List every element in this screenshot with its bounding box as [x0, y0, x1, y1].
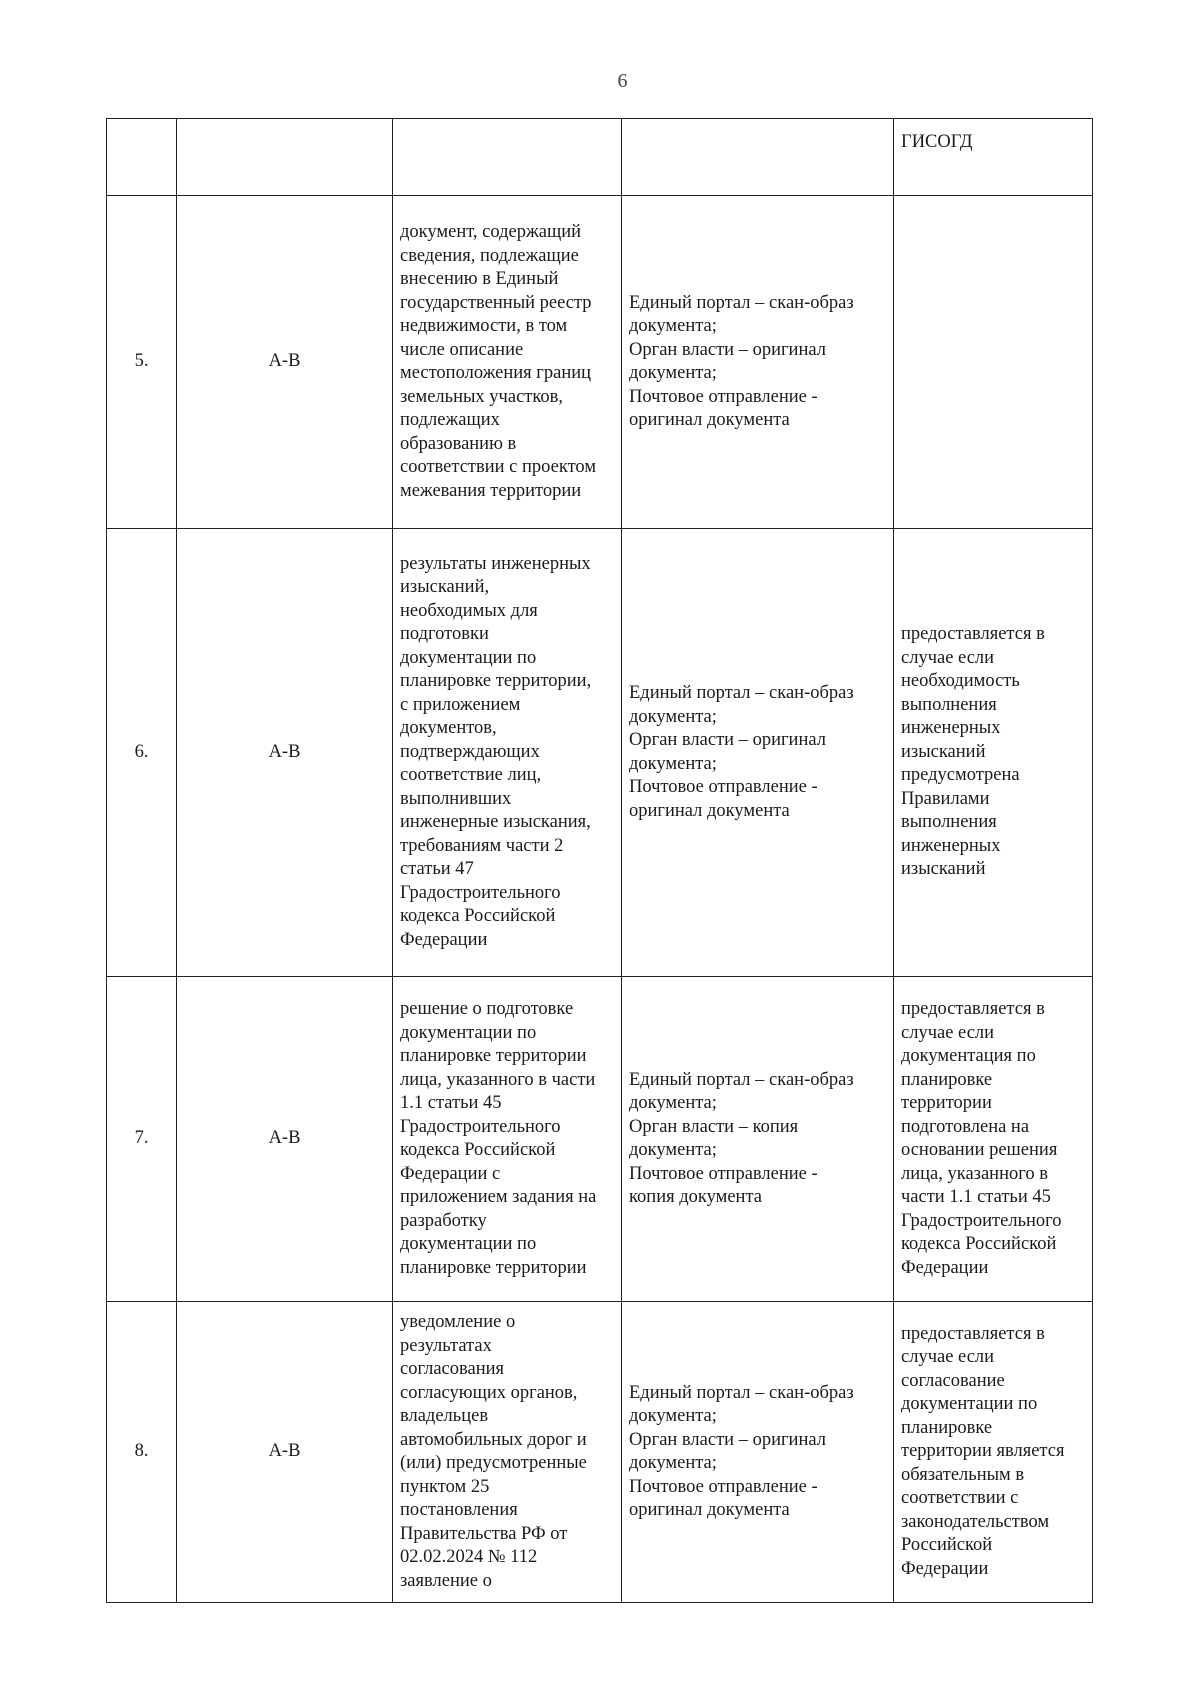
document-line: разработку — [400, 1210, 487, 1231]
document-cell — [393, 977, 622, 1302]
document-line: образованию в — [400, 433, 517, 454]
method-line: Почтовое отправление - — [629, 1163, 818, 1184]
document-line: согласования — [400, 1359, 505, 1379]
document-line: результаты инженерных — [400, 553, 591, 574]
note-line: кодекса Российской — [901, 1234, 1057, 1254]
note-line: Правилами — [901, 788, 990, 809]
note-line: основании решения — [901, 1140, 1058, 1160]
document-line: межевания территории — [400, 480, 582, 501]
header-cell-gisogd: ГИСОГД — [894, 119, 1093, 196]
header-cell-2 — [177, 119, 393, 196]
note-line: планировке — [901, 1069, 993, 1090]
document-line: Градостроительного — [400, 882, 561, 903]
document-line: государственный реестр — [400, 292, 592, 313]
row-code: А-В — [177, 977, 393, 1302]
submission-method-cell — [622, 196, 894, 529]
row-number: 8. — [107, 1302, 177, 1603]
note-line: планировке — [901, 1417, 993, 1438]
document-line: местоположения границ — [400, 363, 592, 383]
method-line: Почтовое отправление - — [629, 777, 818, 797]
note-line: выполнения — [901, 812, 997, 833]
table-header-row — [107, 119, 1093, 196]
method-line: Орган власти – оригинал — [629, 339, 826, 360]
method-line: оригинал документа — [629, 1500, 790, 1520]
document-line: документации по — [400, 1234, 537, 1254]
document-line: сведения, подлежащие — [400, 245, 579, 266]
note-line: лица, указанного в — [901, 1163, 1048, 1184]
document-line: Градостроительного — [400, 1116, 561, 1137]
table-row — [107, 977, 1093, 1302]
document-line: кодекса Российской — [400, 906, 556, 927]
header-cell-4 — [622, 119, 894, 196]
row-code: А-В — [177, 1302, 393, 1603]
document-line: постановления — [400, 1500, 518, 1520]
document-line: 02.02.2024 № 112 — [400, 1547, 538, 1567]
note-line: соответствии с — [901, 1488, 1019, 1509]
note-line: предусмотрена — [901, 765, 1020, 786]
method-line: документа; — [629, 316, 717, 336]
note-line: территории является — [901, 1441, 1065, 1462]
note-line: документация по — [901, 1046, 1036, 1066]
document-cell — [393, 529, 622, 977]
row-number: 6. — [107, 529, 177, 977]
note-line: изысканий — [901, 859, 986, 880]
document-line: владельцев — [400, 1406, 489, 1426]
document-line: автомобильных дорог и — [400, 1429, 587, 1450]
document-line: согласующих органов, — [400, 1382, 578, 1403]
note-line: случае если — [901, 1347, 995, 1368]
note-line: предоставляется в — [901, 1323, 1045, 1344]
table-row — [107, 196, 1093, 529]
note-line: Российской — [901, 1535, 993, 1556]
document-line: документ, содержащий — [400, 222, 581, 242]
note-line: изысканий — [901, 741, 986, 762]
note-line: инженерных — [901, 835, 1001, 856]
document-line: решение о подготовке — [400, 999, 574, 1019]
submission-method-cell — [622, 1302, 894, 1603]
method-line: документа; — [629, 753, 717, 774]
note-line: необходимость — [901, 671, 1020, 692]
document-line: пунктом 25 — [400, 1476, 490, 1497]
document-line: подтверждающих — [400, 741, 540, 762]
document-line: подготовки — [400, 624, 489, 645]
note-line: подготовлена на — [901, 1116, 1030, 1137]
document-line: кодекса Российской — [400, 1140, 556, 1160]
document-line: уведомление о — [400, 1312, 516, 1332]
document-line: соответствии с проектом — [400, 457, 597, 477]
note-cell — [894, 196, 1093, 529]
method-line: документа; — [629, 363, 717, 383]
method-line: документа; — [629, 1140, 717, 1160]
note-line: случае если — [901, 1022, 995, 1043]
note-line: инженерных — [901, 718, 1001, 739]
document-line: подлежащих — [400, 410, 500, 430]
document-line: Федерации — [400, 929, 488, 950]
document-line: выполнивших — [400, 788, 512, 809]
document-line: требованиям части 2 — [400, 835, 564, 856]
method-line: Единый портал – скан-образ — [629, 1382, 854, 1403]
note-cell — [894, 529, 1093, 977]
document-line: Правительства РФ от — [400, 1523, 568, 1544]
note-line: случае если — [901, 647, 995, 668]
table-row — [107, 529, 1093, 977]
document-line: инженерные изыскания, — [400, 812, 591, 833]
method-line: Орган власти – оригинал — [629, 730, 826, 750]
document-table — [106, 118, 1093, 1603]
method-line: Почтовое отправление - — [629, 1476, 818, 1497]
document-line: числе описание — [400, 339, 524, 360]
document-line: необходимых для — [400, 600, 538, 621]
note-line: Федерации — [901, 1558, 989, 1579]
note-line: предоставляется в — [901, 624, 1045, 645]
document-line: внесению в Единый — [400, 269, 559, 289]
document-line: результатах — [400, 1335, 492, 1356]
method-line: документа; — [629, 1093, 717, 1113]
document-line: Федерации с — [400, 1163, 501, 1184]
note-line: выполнения — [901, 694, 997, 715]
note-cell — [894, 1302, 1093, 1603]
row-number: 5. — [107, 196, 177, 529]
document-line: соответствие лиц, — [400, 765, 542, 786]
document-cell — [393, 1302, 622, 1603]
note-line: документации по — [901, 1394, 1038, 1415]
method-line: Почтовое отправление - — [629, 386, 818, 407]
method-line: Единый портал – скан-образ — [629, 683, 854, 703]
document-line: 1.1 статьи 45 — [400, 1093, 502, 1113]
method-line: документа; — [629, 706, 717, 727]
document-line: документации по — [400, 647, 537, 668]
document-line: с приложением — [400, 694, 521, 715]
method-line: документа; — [629, 1453, 717, 1473]
document-line: недвижимости, в том — [400, 316, 568, 336]
row-code: А-В — [177, 529, 393, 977]
note-line: согласование — [901, 1370, 1005, 1391]
method-line: документа; — [629, 1406, 717, 1426]
submission-method-cell — [622, 977, 894, 1302]
note-line: части 1.1 статьи 45 — [901, 1187, 1051, 1207]
page-number: 6 — [617, 70, 628, 92]
document-line: документов, — [400, 718, 497, 739]
note-line: территории — [901, 1093, 992, 1113]
table-row — [107, 1302, 1093, 1603]
method-line: Орган власти – копия — [629, 1116, 799, 1137]
header-cell-1 — [107, 119, 177, 196]
method-line: Единый портал – скан-образ — [629, 1069, 854, 1090]
method-line: оригинал документа — [629, 800, 790, 821]
document-line: планировке территории — [400, 1046, 587, 1066]
submission-method-cell — [622, 529, 894, 977]
note-line: предоставляется в — [901, 999, 1045, 1019]
header-cell-3 — [393, 119, 622, 196]
document-cell — [393, 196, 622, 529]
document-line: заявление о — [400, 1570, 492, 1591]
method-line: Единый портал – скан-образ — [629, 292, 854, 313]
document-line: документации по — [400, 1022, 537, 1043]
document-line: изысканий, — [400, 577, 490, 598]
document-line: земельных участков, — [400, 386, 564, 407]
document-line: планировке территории — [400, 1257, 587, 1278]
row-number: 7. — [107, 977, 177, 1302]
method-line: копия документа — [629, 1187, 762, 1207]
document-line: приложением задания на — [400, 1187, 597, 1207]
method-line: оригинал документа — [629, 410, 790, 430]
document-line: статьи 47 — [400, 859, 474, 880]
document-line: планировке территории, — [400, 671, 592, 692]
note-line: Федерации — [901, 1257, 989, 1278]
note-line: Градостроительного — [901, 1210, 1062, 1231]
note-line: обязательным в — [901, 1464, 1025, 1485]
row-code: А-В — [177, 196, 393, 529]
document-line: (или) предусмотренные — [400, 1453, 587, 1473]
method-line: Орган власти – оригинал — [629, 1429, 826, 1450]
note-cell — [894, 977, 1093, 1302]
note-line: законодательством — [901, 1511, 1050, 1532]
document-line: лица, указанного в части — [400, 1069, 596, 1090]
